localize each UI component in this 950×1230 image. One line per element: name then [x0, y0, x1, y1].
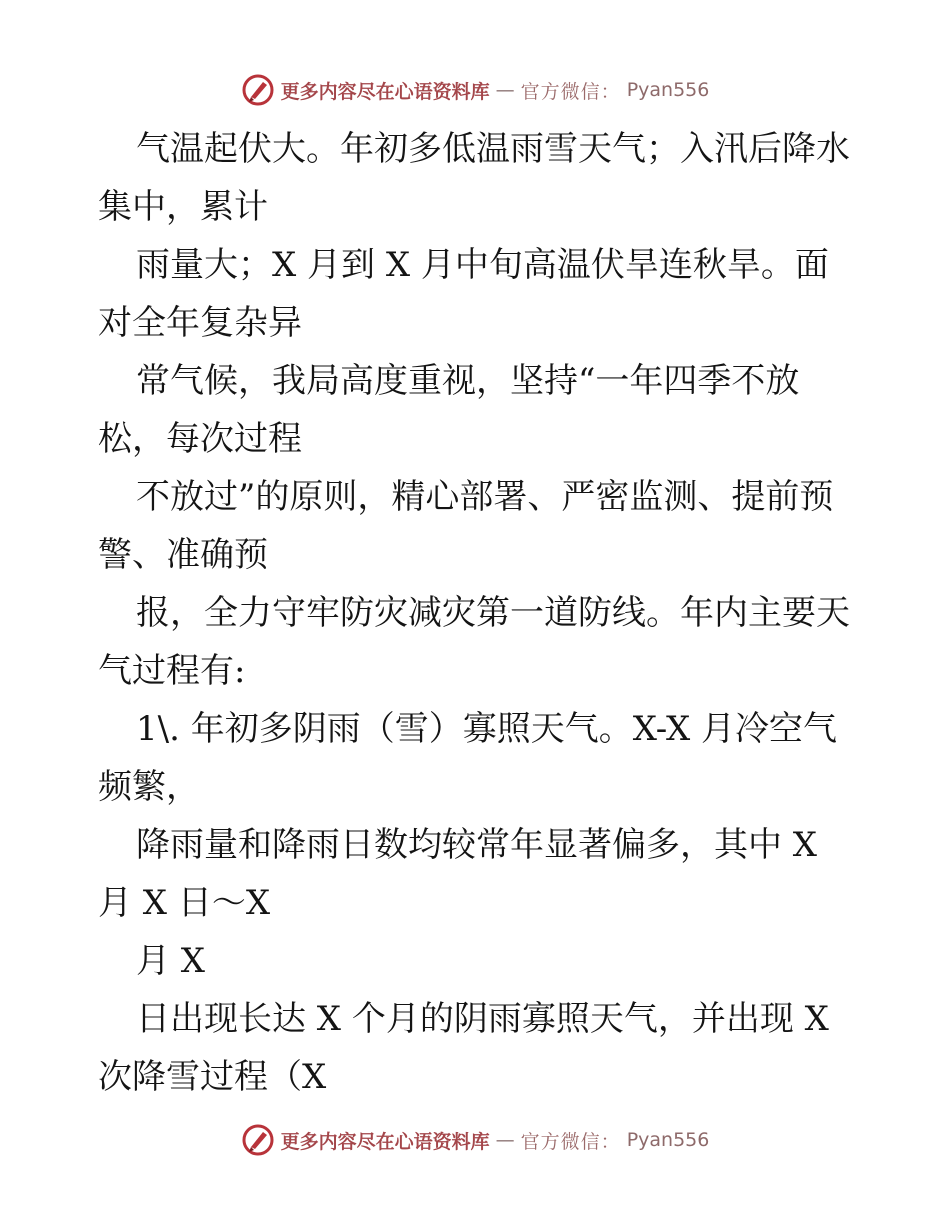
footer-wechat-label: 官方微信： — [520, 1130, 621, 1153]
body-line-7: 不放过”的原则，精心部署、严密监测、提前预 — [136, 477, 834, 517]
body-line-8: 警、准确预 — [98, 535, 268, 575]
body-line-13: 降雨量和降雨日数均较常年显著偏多，其中 X — [136, 825, 818, 865]
body-line-12: 频繁， — [98, 767, 200, 807]
footer-brand-text: 更多内容尽在心语资料库 — [280, 1130, 490, 1153]
body-line-10: 气过程有: — [98, 651, 246, 691]
header-banner — [0, 68, 950, 112]
footer-wechat-id: Pyan556 — [626, 1129, 710, 1151]
body-line-4: 对全年复杂异 — [98, 303, 302, 343]
header-separator: — — [495, 79, 515, 101]
body-line-15: 月 X — [136, 941, 206, 981]
body-line-3: 雨量大；X 月到 X 月中旬高温伏旱连秋旱。面 — [136, 245, 829, 285]
body-line-14: 月 X 日～X — [98, 883, 271, 923]
footer-separator: — — [495, 1129, 515, 1151]
body-line-5: 常气候，我局高度重视，坚持“一年四季不放 — [136, 361, 800, 401]
quill-pen-logo-icon — [241, 73, 275, 107]
header-brand-text: 更多内容尽在心语资料库 — [280, 80, 490, 103]
body-line-16: 日出现长达 X 个月的阴雨寡照天气，并出现 X — [136, 999, 829, 1039]
body-line-9: 报，全力守牢防灾减灾第一道防线。年内主要天 — [136, 593, 850, 633]
body-line-17: 次降雪过程（X — [98, 1057, 327, 1097]
body-line-2: 集中，累计 — [98, 187, 268, 227]
header-wechat-id: Pyan556 — [626, 79, 710, 101]
body-line-11: 1\. 年初多阴雨（雪）寡照天气。X-X 月冷空气 — [136, 709, 837, 749]
header-wechat-label: 官方微信： — [520, 80, 621, 103]
body-line-1: 气温起伏大。年初多低温雨雪天气；入汛后降水 — [136, 129, 850, 169]
body-line-6: 松，每次过程 — [98, 419, 302, 459]
quill-pen-logo-icon — [241, 1123, 275, 1157]
footer-banner — [0, 1118, 950, 1162]
